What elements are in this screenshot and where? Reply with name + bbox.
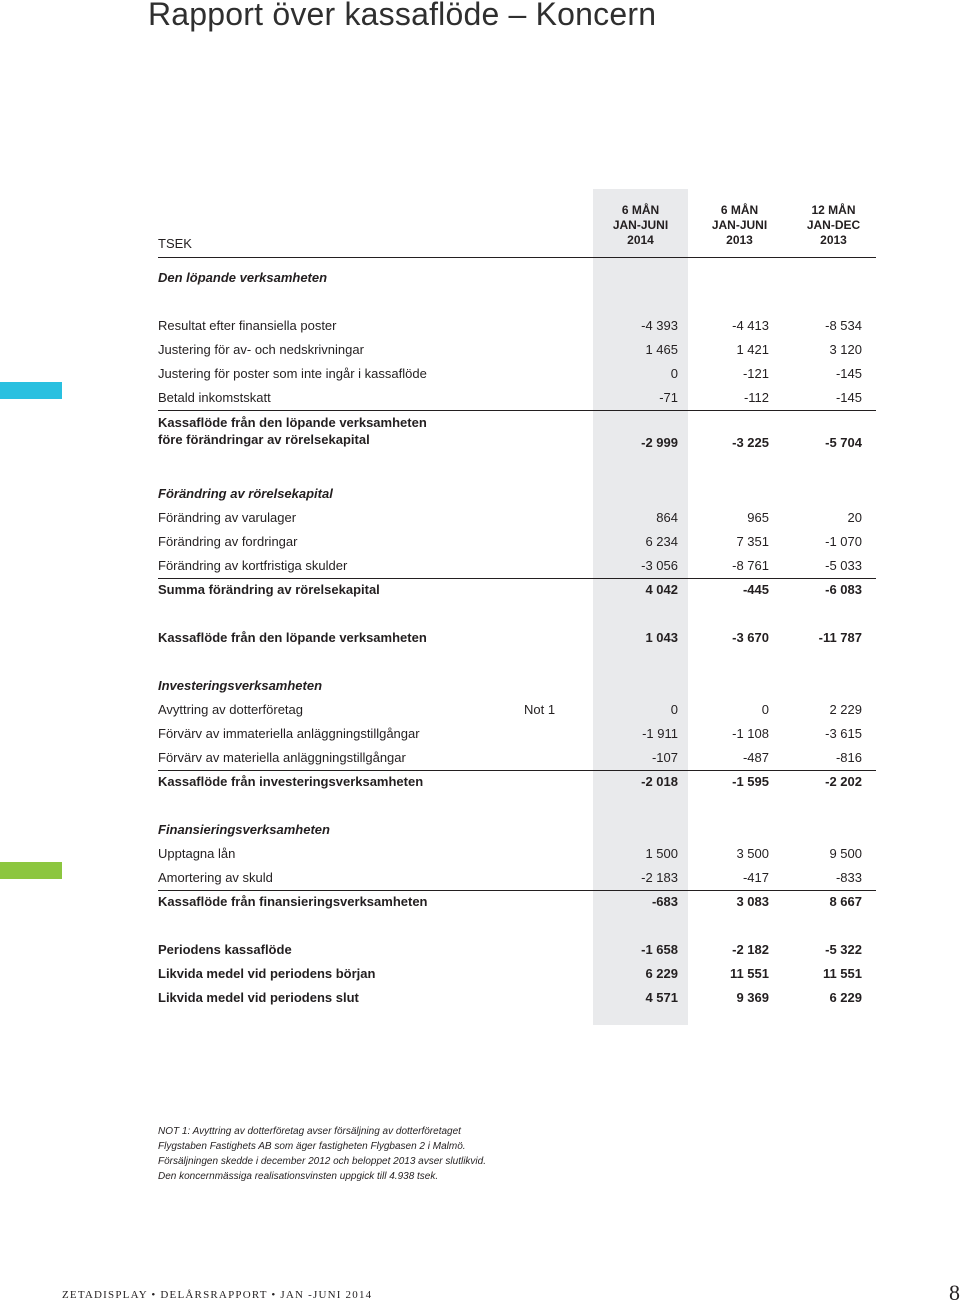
row-value: 6 229 xyxy=(645,966,678,981)
row-value: -445 xyxy=(742,582,769,597)
row-label: Likvida medel vid periodens slut xyxy=(158,990,359,1005)
table-row xyxy=(158,314,876,338)
table-row xyxy=(158,842,876,866)
row-value: -816 xyxy=(835,750,862,765)
row-value: 3 120 xyxy=(829,342,862,357)
row-value: 9 500 xyxy=(829,846,862,861)
row-label: Upptagna lån xyxy=(158,846,236,861)
page-number: 8 xyxy=(949,1280,960,1305)
row-value: -1 911 xyxy=(642,726,678,741)
row-value: -5 033 xyxy=(825,558,862,573)
row-label: Justering för av- och nedskrivningar xyxy=(158,342,364,357)
row-value: 6 229 xyxy=(829,990,862,1005)
row-label: Kassaflöde från den löpande verksamheten xyxy=(158,630,427,645)
row-label xyxy=(158,414,427,448)
row-value: 0 xyxy=(670,702,678,717)
row-value: -3 225 xyxy=(732,435,769,450)
table-total-row xyxy=(158,890,876,914)
row-value: 20 xyxy=(847,510,862,525)
row-label-line: Kassaflöde från den löpande verksamheten xyxy=(158,415,427,430)
row-value: -112 xyxy=(743,390,769,405)
column-header-2013-half: 6 MÅN JAN-JUNI 2013 xyxy=(711,203,768,247)
table-total-row xyxy=(158,962,876,986)
row-value: -833 xyxy=(835,870,862,885)
row-value: 7 351 xyxy=(736,534,769,549)
row-value: -121 xyxy=(742,366,769,381)
table-row xyxy=(158,866,876,891)
row-label: Förvärv av materiella anläggningstillgångar xyxy=(158,750,406,765)
row-value: -5 704 xyxy=(825,435,862,450)
row-value: 3 500 xyxy=(736,846,769,861)
table-row xyxy=(158,386,876,411)
table-row xyxy=(158,554,876,579)
section-heading-label: Förändring av rörelsekapital xyxy=(158,486,333,501)
table-total-row xyxy=(158,938,876,962)
row-value: -683 xyxy=(651,894,678,909)
row-value: -2 999 xyxy=(641,435,678,450)
row-label: Förändring av varulager xyxy=(158,510,297,525)
row-label: Amortering av skuld xyxy=(158,870,273,885)
row-value: -107 xyxy=(651,750,678,765)
row-value: -1 108 xyxy=(732,726,769,741)
row-value: -2 183 xyxy=(641,870,678,885)
row-value: -2 202 xyxy=(825,774,862,789)
row-value: -2 018 xyxy=(641,774,678,789)
section-heading xyxy=(158,818,876,842)
row-value: 11 551 xyxy=(822,966,862,981)
row-value: -487 xyxy=(742,750,769,765)
unit-label: TSEK xyxy=(158,236,192,251)
row-value: -3 615 xyxy=(825,726,862,741)
section-heading-label: Finansieringsverksamheten xyxy=(158,822,330,837)
row-value: 864 xyxy=(656,510,678,525)
table-total-row xyxy=(158,578,876,602)
row-label-line: före förändringar av rörelsekapital xyxy=(158,432,370,447)
row-value: 3 083 xyxy=(736,894,769,909)
accent-bar-blue xyxy=(0,382,62,399)
row-value: -4 413 xyxy=(732,318,769,333)
section-heading xyxy=(158,674,876,698)
section-heading xyxy=(158,266,876,290)
row-value: 11 551 xyxy=(729,966,769,981)
row-value: -11 787 xyxy=(818,630,862,645)
column-header-2014: 6 MÅN JAN-JUNI 2014 xyxy=(612,203,669,247)
row-label: Betald inkomstskatt xyxy=(158,390,271,405)
row-value: -5 322 xyxy=(825,942,862,957)
table-row xyxy=(158,530,876,554)
row-value: 1 421 xyxy=(736,342,769,357)
row-value: 0 xyxy=(761,702,769,717)
table-total-row xyxy=(158,410,876,454)
row-value: 1 500 xyxy=(645,846,678,861)
table-total-row xyxy=(158,986,876,1010)
row-value: -4 393 xyxy=(641,318,678,333)
row-label: Kassaflöde från finansieringsverksamheten xyxy=(158,894,428,909)
row-value: -71 xyxy=(659,390,678,405)
row-label: Justering för poster som inte ingår i kassaflöde xyxy=(158,366,427,381)
row-value: 2 229 xyxy=(829,702,862,717)
row-note-reference: Not 1 xyxy=(524,702,556,717)
row-label: Förändring av fordringar xyxy=(158,534,298,549)
row-value: -8 534 xyxy=(825,318,862,333)
row-label: Kassaflöde från investeringsverksamheten xyxy=(158,774,424,789)
page-title: Rapport över kassaflöde – Koncern xyxy=(148,0,657,32)
footnote: NOT 1: Avyttring av dotterföretag avser försäljning av dotterföretaget Flygstaben Fastighets AB som äger fastigheten Flygbasen 2 i Malmö. Försäljningen skedde i december 2012 och beloppet 2013 avser slutlikvid. Den koncernmässiga realisationsvinsten uppgick till 4.938 tsek. xyxy=(158,1126,486,1182)
page-footer: ZETADISPLAY • DELÅRSRAPPORT • JAN -JUNI 2014 xyxy=(62,1289,373,1301)
table-row xyxy=(158,722,876,746)
row-value: -1 595 xyxy=(732,774,769,789)
row-value: -2 182 xyxy=(732,942,769,957)
row-value: 6 234 xyxy=(645,534,678,549)
table-row xyxy=(158,506,876,530)
row-value: -417 xyxy=(742,870,769,885)
table-row xyxy=(158,746,876,771)
table-row xyxy=(158,698,876,722)
row-value: -145 xyxy=(835,366,862,381)
row-label: Förvärv av immateriella anläggningstillgångar xyxy=(158,726,420,741)
row-label: Resultat efter finansiella poster xyxy=(158,318,337,333)
row-value: -8 761 xyxy=(732,558,769,573)
accent-bar-green xyxy=(0,862,62,879)
row-label: Avyttring av dotterföretag xyxy=(158,702,304,717)
section-heading-label: Den löpande verksamheten xyxy=(158,270,328,285)
row-value: -6 083 xyxy=(825,582,862,597)
row-value: 4 042 xyxy=(645,582,678,597)
row-value: -3 056 xyxy=(641,558,678,573)
row-value: 1 465 xyxy=(645,342,678,357)
row-value: 1 043 xyxy=(645,630,678,645)
row-value: 8 667 xyxy=(829,894,862,909)
table-row xyxy=(158,362,876,386)
row-label: Likvida medel vid periodens början xyxy=(158,966,376,981)
table-total-row xyxy=(158,626,876,650)
row-label: Periodens kassaflöde xyxy=(158,942,292,957)
row-value: -1 658 xyxy=(641,942,678,957)
row-value: -3 670 xyxy=(732,630,769,645)
row-label: Förändring av kortfristiga skulder xyxy=(158,558,348,573)
row-value: 965 xyxy=(747,510,769,525)
section-heading xyxy=(158,482,876,506)
row-value: 4 571 xyxy=(645,990,678,1005)
section-heading-label: Investeringsverksamheten xyxy=(158,678,323,693)
table-header xyxy=(158,189,876,258)
table-row xyxy=(158,338,876,362)
column-header-2013-full: 12 MÅN JAN-DEC 2013 xyxy=(806,203,861,247)
row-value: -1 070 xyxy=(825,534,862,549)
row-value: 9 369 xyxy=(736,990,769,1005)
row-value: 0 xyxy=(670,366,678,381)
row-value: -145 xyxy=(835,390,862,405)
table-total-row xyxy=(158,770,876,794)
row-label: Summa förändring av rörelsekapital xyxy=(158,582,380,597)
